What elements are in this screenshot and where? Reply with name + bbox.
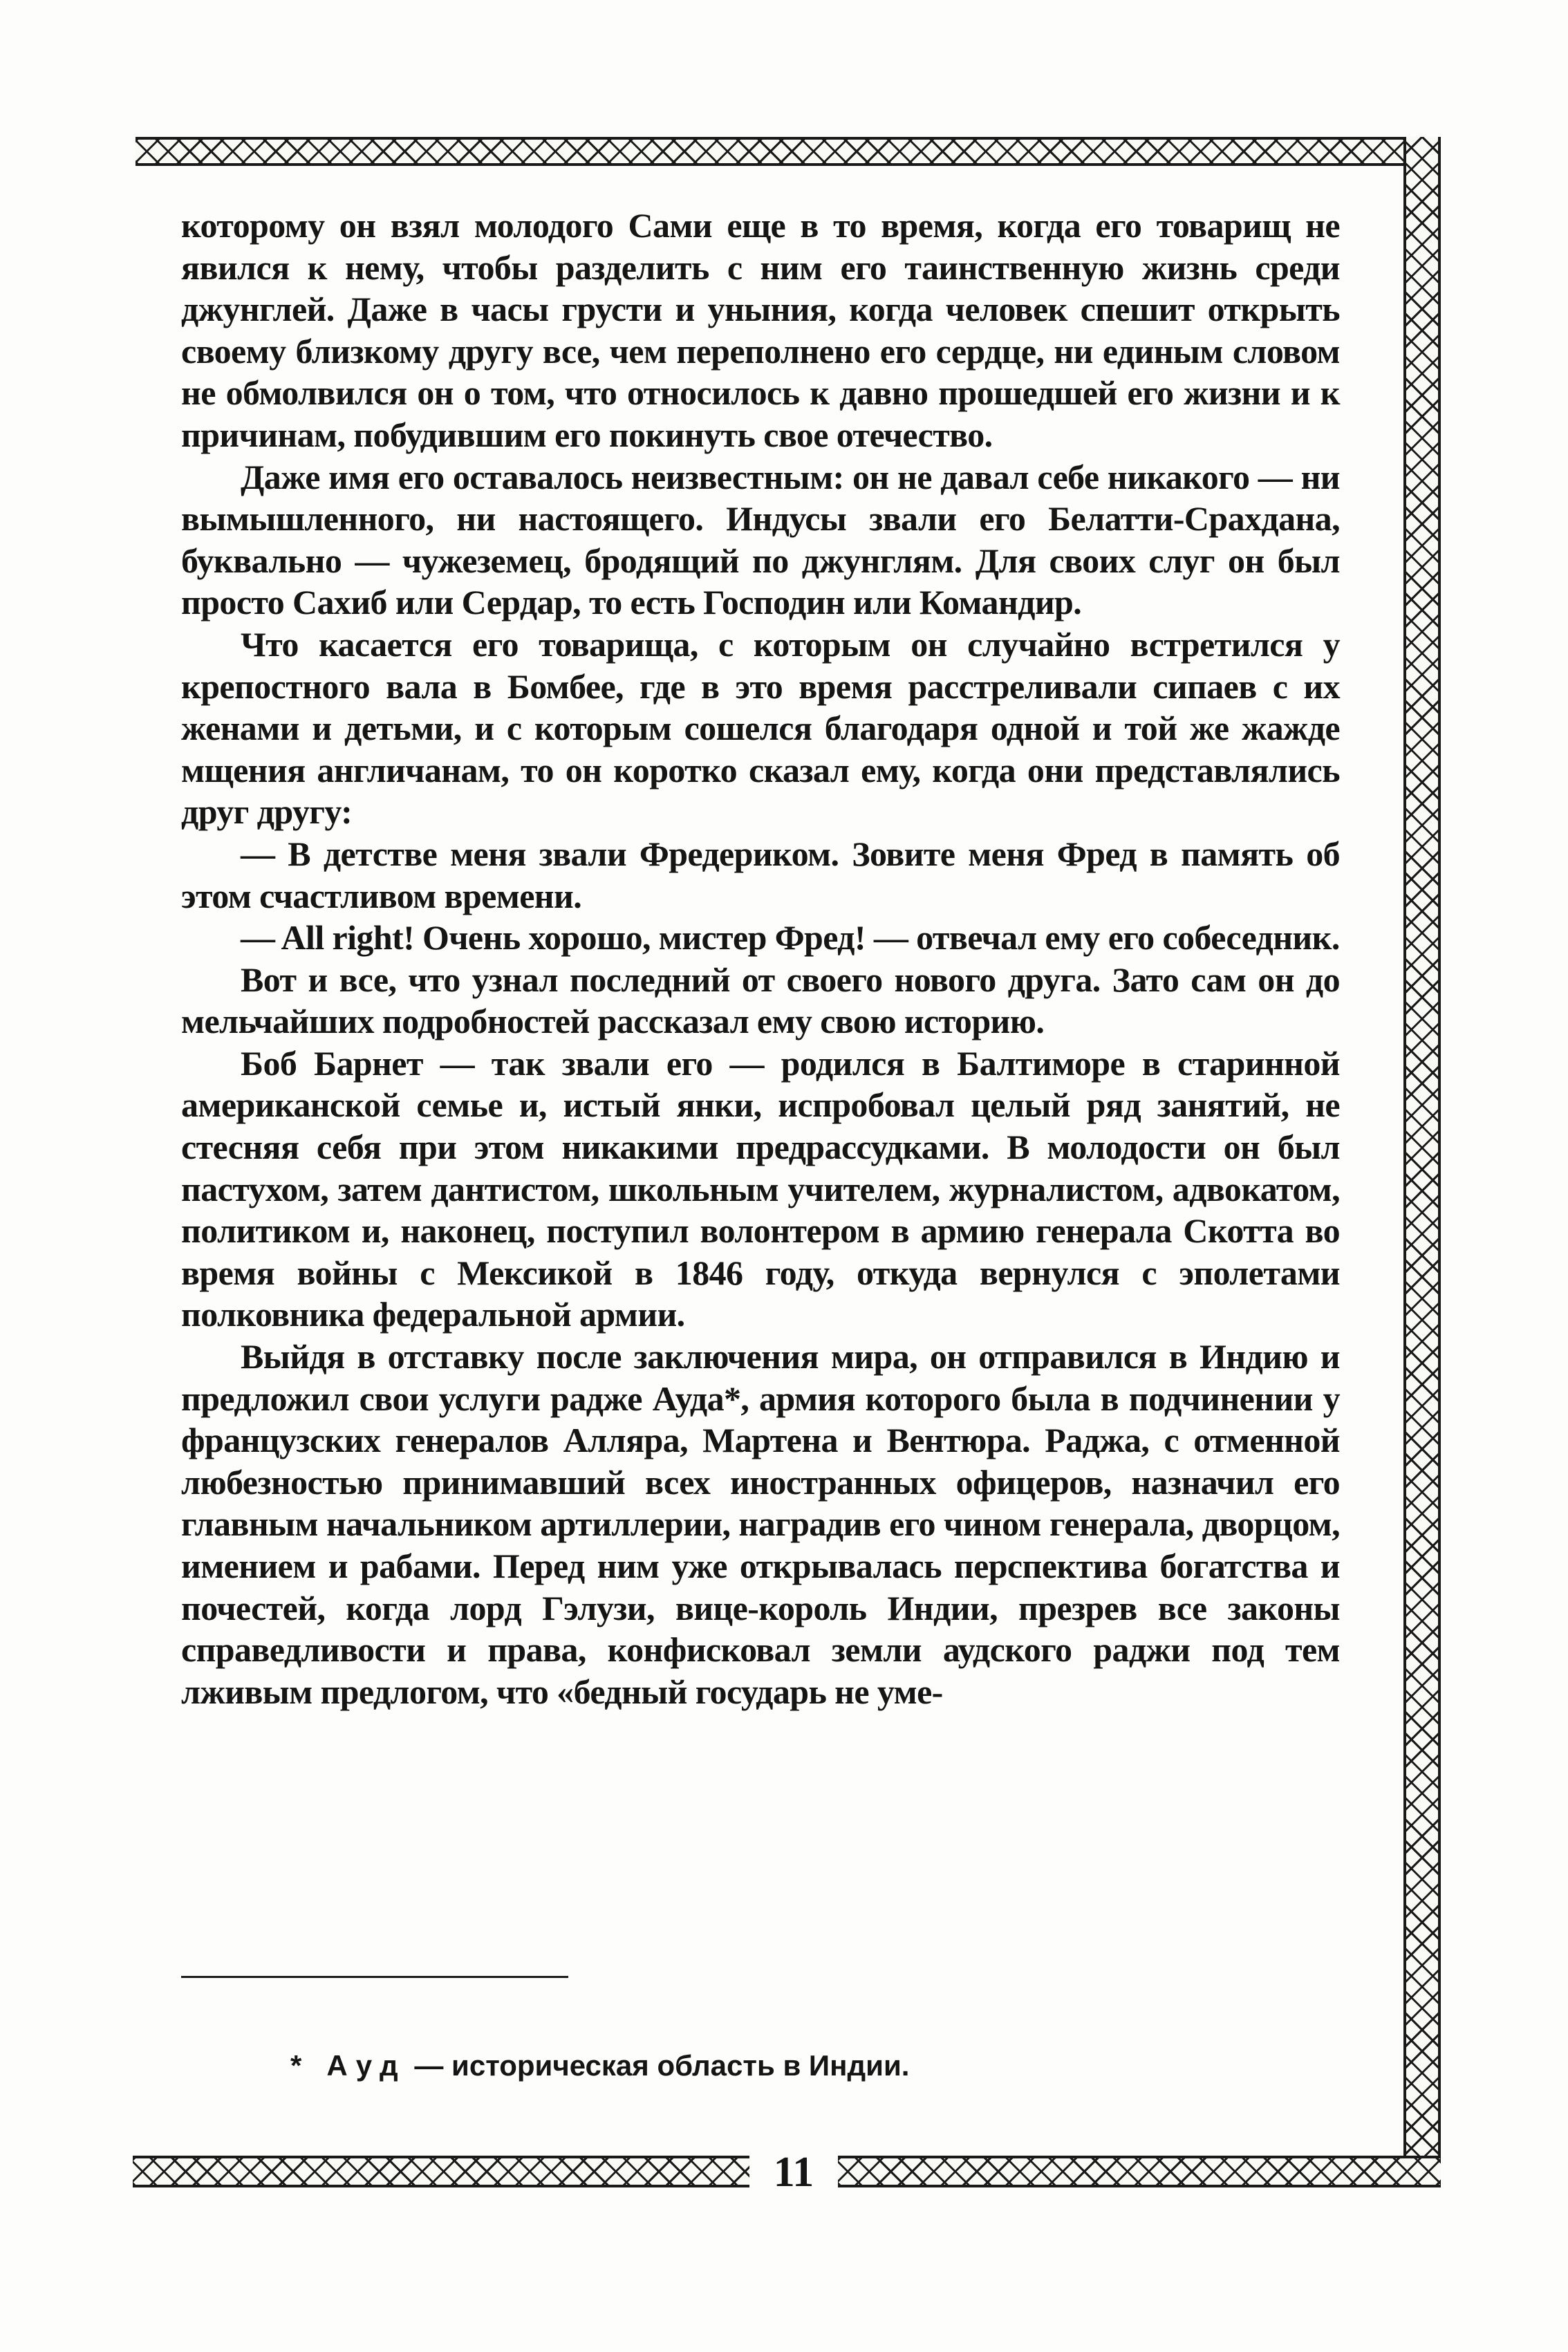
ornamental-border-right — [1403, 137, 1441, 2187]
paragraph: Боб Барнет — так звали его — родился в Балтиморе в старинной американской семье и, истый янки, испробовал целый ряд занятий, не стесняя себя при этом никакими предрассудками. В молодости он был пастухом, затем дантистом, школьным учителем, журналистом, адвокатом, политиком и, наконец, поступил волонтером в армию генерала Скотта во время войны с Мексикой в 1846 году, откуда вернулся с эполетами полковника федеральной армии. — [181, 1043, 1340, 1334]
footnote-separator — [181, 1976, 568, 1978]
paragraph: Что касается его товарища, с которым он случайно встретился у крепостного вала в Бомбее, где в это время расстреливали сипаев с их женами и детьми, и с которым сошелся благодаря одной и той же жажде мщения англичанам, то он коротко сказал ему, когда они представлялись друг другу: — [181, 624, 1340, 832]
footnote — [290, 2046, 909, 2085]
ornamental-border-bottom-left — [133, 2156, 749, 2187]
footnote-text: — историческая область в Индии. — [414, 2049, 910, 2082]
paragraph: Вот и все, что узнал последний от своего нового друга. Зато сам он до мельчайших подробностей рассказал ему свою историю. — [181, 960, 1340, 1041]
ornamental-border-bottom-right — [838, 2156, 1441, 2187]
paragraph: которому он взял молодого Сами еще в то время, когда его товарищ не явился к нему, чтобы разделить с ним его таинственную жизнь среди джунглей. Даже в часы грусти и уныния, когда человек спешит открыть своему близкому другу все, чем переполнено его сердце, ни единым словом не обмолвился он о том, что относилось к давно прошедшей его жизни и к причинам, побудившим его покинуть свое отечество. — [181, 206, 1340, 454]
ornamental-border-top — [136, 137, 1441, 166]
dialogue-line: — В детстве меня звали Фредериком. Зовите меня Фред в память об этом счастливом времени. — [181, 834, 1340, 915]
footnote-marker: * — [290, 2049, 302, 2082]
paragraph: Выйдя в отставку после заключения мира, он отправился в Индию и предложил свои услуги радже Ауда*, армия которого была в подчинении у французских генералов Алляра, Мартена и Вентюра. Раджа, с отменной любезностью принимавший всех иностранных офицеров, назначил его главным начальником артиллерии, наградив его чином генерала, дворцом, имением и рабами. Перед ним уже открывалась перспектива богатства и почестей, когда лорд Гэлузи, вице-король Индии, презрев все законы справедливости и права, конфисковал земли аудского раджи под тем лживым предлогом, что «бедный государь не уме- — [181, 1337, 1340, 1711]
footnote-term: Ауд — [326, 2049, 407, 2082]
body-text — [181, 205, 1340, 1712]
dialogue-line: — All right! Очень хорошо, мистер Фред! — отвечал ему его собеседник. — [241, 918, 1340, 958]
paragraph: Даже имя его оставалось неизвестным: он не давал себе никакого — ни вымышленного, ни настоящего. Индусы звали его Белатти-Срахдана, буквально — чужеземец, бродящий по джунглям. Для своих слуг он был просто Сахиб или Сердар, то есть Господин или Командир. — [181, 457, 1340, 622]
page-number: 11 — [773, 2149, 814, 2196]
